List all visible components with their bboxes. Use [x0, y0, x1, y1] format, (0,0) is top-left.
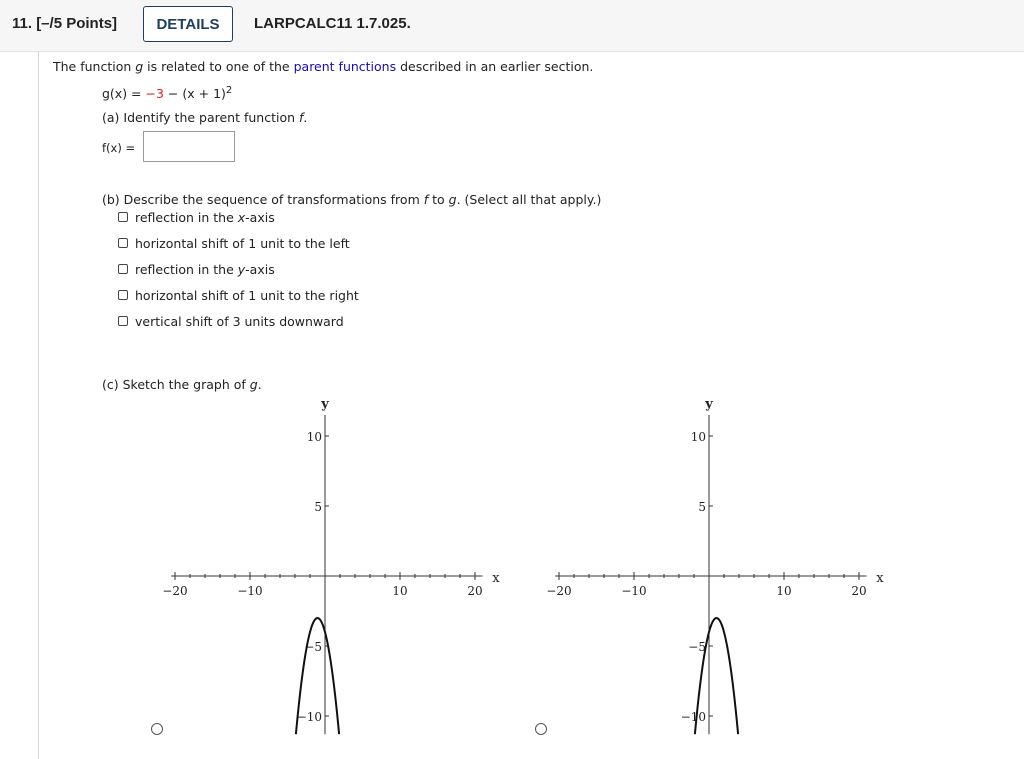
left-divider	[38, 51, 39, 759]
checkbox-reflection-y[interactable]	[118, 264, 128, 274]
x-axis-label: x	[876, 571, 884, 586]
checkbox-shift-right[interactable]	[118, 290, 128, 300]
y-tick-label: 5	[698, 500, 706, 514]
y-tick-label: −10	[296, 710, 322, 724]
x-axis-label: x	[492, 571, 500, 586]
y-axis-label: y	[705, 397, 713, 413]
part-c-prompt: (c) Sketch the graph of g.	[102, 377, 262, 392]
question-code: LARPCALC11 1.7.025.	[254, 15, 411, 32]
x-tick-label: −20	[162, 584, 188, 598]
x-tick-label: −10	[621, 584, 647, 598]
question-number: 11. [–/5 Points]	[12, 15, 118, 32]
fx-label: f(x) =	[102, 141, 136, 155]
x-tick-label: 20	[851, 584, 867, 598]
y-tick-label: −5	[688, 640, 706, 654]
question-header	[0, 0, 1024, 52]
part-b-prompt: (b) Describe the sequence of transformations from f to g. (Select all that apply.)	[102, 192, 602, 207]
x-tick-label: 10	[776, 584, 792, 598]
checkbox-shift-down[interactable]	[118, 316, 128, 326]
intro-text: The function g is related to one of the parent functions described in an earlier section.	[53, 59, 594, 74]
x-tick-label: −20	[546, 584, 572, 598]
checkbox-reflection-x[interactable]	[118, 212, 128, 222]
y-tick-label: 10	[306, 430, 322, 444]
option-label-reflection-y: reflection in the y-axis	[135, 262, 275, 277]
y-tick-label: −10	[680, 710, 706, 724]
y-tick-label: 5	[314, 500, 322, 514]
y-tick-label: 10	[690, 430, 706, 444]
x-tick-label: −10	[237, 584, 263, 598]
parent-functions-link[interactable]: parent functions	[293, 59, 397, 74]
function-equation: $g(x) = -3 - (x + 1)^2$	[102, 85, 233, 102]
option-label-shift-right: horizontal shift of 1 unit to the right	[135, 288, 359, 303]
parent-function-input[interactable]	[143, 131, 235, 162]
graph-option-2[interactable]	[544, 396, 884, 741]
y-tick-label: −5	[304, 640, 322, 654]
x-tick-label: 20	[467, 584, 483, 598]
option-label-reflection-x: reflection in the x-axis	[135, 210, 275, 225]
x-tick-label: 10	[392, 584, 408, 598]
highlighted-constant: −3	[145, 86, 164, 102]
y-axis-label: y	[321, 397, 329, 413]
option-label-shift-left: horizontal shift of 1 unit to the left	[135, 236, 350, 251]
details-button[interactable]: DETAILS	[143, 6, 233, 42]
checkbox-shift-left[interactable]	[118, 238, 128, 248]
part-a-prompt: (a) Identify the parent function f.	[102, 110, 308, 125]
option-label-shift-down: vertical shift of 3 units downward	[135, 314, 344, 329]
graph-option-1[interactable]	[160, 396, 500, 741]
